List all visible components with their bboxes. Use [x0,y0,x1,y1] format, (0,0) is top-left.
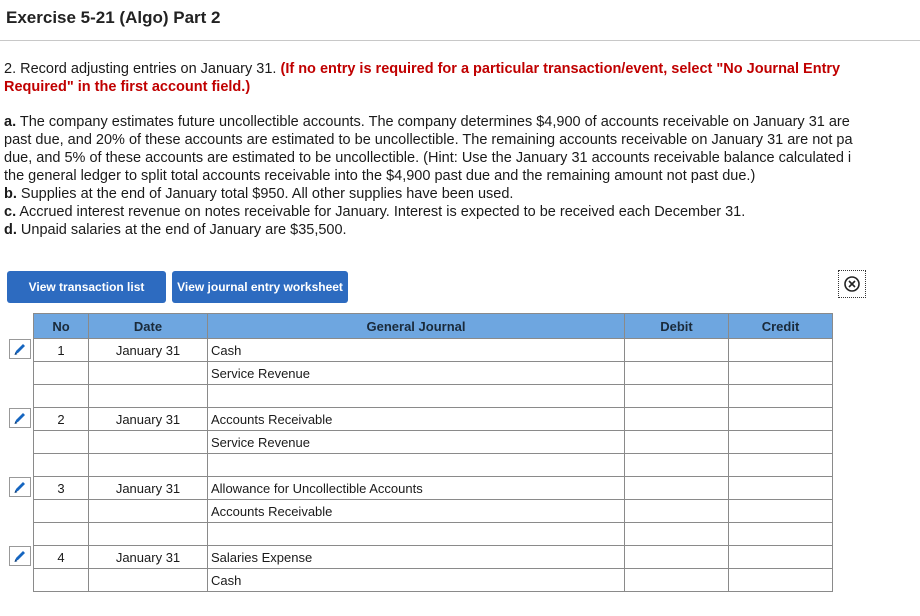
credit-cell[interactable] [729,477,833,500]
account-cell[interactable]: Accounts Receivable [208,500,625,523]
view-journal-worksheet-button[interactable]: View journal entry worksheet [172,271,348,303]
account-cell[interactable]: Salaries Expense [208,546,625,569]
account-cell[interactable] [208,385,625,408]
entry-number: 3 [34,477,89,500]
entry-date: January 31 [89,408,208,431]
edit-entry-button[interactable] [9,408,31,428]
journal-row [34,362,833,385]
debit-cell[interactable] [625,569,729,592]
credit-cell[interactable] [729,523,833,546]
journal-row [34,523,833,546]
entry-date: January 31 [89,339,208,362]
entry-number [34,454,89,477]
debit-cell[interactable] [625,408,729,431]
account-cell[interactable]: Service Revenue [208,431,625,454]
account-cell[interactable]: Cash [208,569,625,592]
debit-cell[interactable] [625,500,729,523]
entry-number [34,362,89,385]
credit-cell[interactable] [729,546,833,569]
part-line [4,185,920,203]
entry-date [89,523,208,546]
credit-cell[interactable] [729,408,833,431]
entry-number: 4 [34,546,89,569]
debit-cell[interactable] [625,362,729,385]
journal-row [34,569,833,592]
part-text: The company estimates future uncollectible accounts. The company determines $4,900 of accounts receivable on January 31 are [19,114,850,130]
entry-number: 2 [34,408,89,431]
credit-cell[interactable] [729,431,833,454]
entry-number [34,523,89,546]
account-cell[interactable]: Service Revenue [208,362,625,385]
instructions [4,60,904,96]
edit-entry-button[interactable] [9,339,31,359]
debit-cell[interactable] [625,454,729,477]
journal-row [34,385,833,408]
part-label: a. [4,114,17,130]
header-date: Date [89,314,208,339]
journal-row [34,477,833,500]
entry-date [89,569,208,592]
entry-number [34,569,89,592]
debit-cell[interactable] [625,431,729,454]
transaction-parts [4,113,920,239]
header-debit: Debit [625,314,729,339]
account-cell[interactable] [208,523,625,546]
debit-cell[interactable] [625,339,729,362]
credit-cell[interactable] [729,362,833,385]
journal-table [33,313,833,592]
pencil-icon [10,478,30,496]
part-label: d. [4,222,17,238]
pencil-icon [10,547,30,565]
journal-row [34,546,833,569]
entry-date [89,431,208,454]
part-line [4,131,920,149]
instruction-lead: 2. Record adjusting entries on January 31. [4,61,277,77]
entry-number [34,500,89,523]
pencil-icon [10,409,30,427]
journal-row [34,408,833,431]
journal-row [34,339,833,362]
part-text: Supplies at the end of January total $950. All other supplies have been used. [20,186,514,202]
entry-date [89,500,208,523]
edit-entry-button[interactable] [9,477,31,497]
entry-number [34,431,89,454]
credit-cell[interactable] [729,385,833,408]
close-circle-icon [843,275,861,293]
debit-cell[interactable] [625,385,729,408]
debit-cell[interactable] [625,477,729,500]
debit-cell[interactable] [625,523,729,546]
credit-cell[interactable] [729,339,833,362]
journal-row [34,431,833,454]
part-text: past due, and 20% of these accounts are estimated to be uncollectible. The remaining accounts receivable on January 31 are not pa [4,132,853,148]
entry-date [89,362,208,385]
header-no: No [34,314,89,339]
account-cell[interactable]: Accounts Receivable [208,408,625,431]
part-label: b. [4,186,17,202]
title-divider [0,40,920,41]
entry-date: January 31 [89,477,208,500]
account-cell[interactable]: Cash [208,339,625,362]
entry-date [89,385,208,408]
close-button[interactable] [838,270,866,298]
header-credit: Credit [729,314,833,339]
instruction-note: (If no entry is required for a particular transaction/event, select "No Journal Entry Required" in the first account field.) [4,61,841,95]
part-line [4,203,920,221]
header-general-journal: General Journal [208,314,625,339]
credit-cell[interactable] [729,454,833,477]
credit-cell[interactable] [729,500,833,523]
part-text: Accrued interest revenue on notes receivable for January. Interest is expected to be received each December 31. [19,204,746,220]
edit-entry-button[interactable] [9,546,31,566]
account-cell[interactable] [208,454,625,477]
part-label: c. [4,204,17,220]
debit-cell[interactable] [625,546,729,569]
view-transaction-list-button[interactable]: View transaction list [7,271,166,303]
part-line [4,113,920,131]
journal-row [34,454,833,477]
part-line [4,167,920,185]
account-cell[interactable]: Allowance for Uncollectible Accounts [208,477,625,500]
part-line [4,149,920,167]
part-text: Unpaid salaries at the end of January are $35,500. [20,222,347,238]
journal-header-row [34,314,833,339]
entry-number [34,385,89,408]
credit-cell[interactable] [729,569,833,592]
pencil-icon [10,340,30,358]
entry-date [89,454,208,477]
page-title: Exercise 5-21 (Algo) Part 2 [6,8,221,27]
entry-number: 1 [34,339,89,362]
journal-row [34,500,833,523]
part-text: due, and 5% of these accounts are estimated to be uncollectible. (Hint: Use the January 31 accounts receivable balance calculated i [4,150,852,166]
part-text: the general ledger to split total accounts receivable into the $4,900 past due and the remaining amount not past due.) [4,168,756,184]
part-line [4,221,920,239]
entry-date: January 31 [89,546,208,569]
